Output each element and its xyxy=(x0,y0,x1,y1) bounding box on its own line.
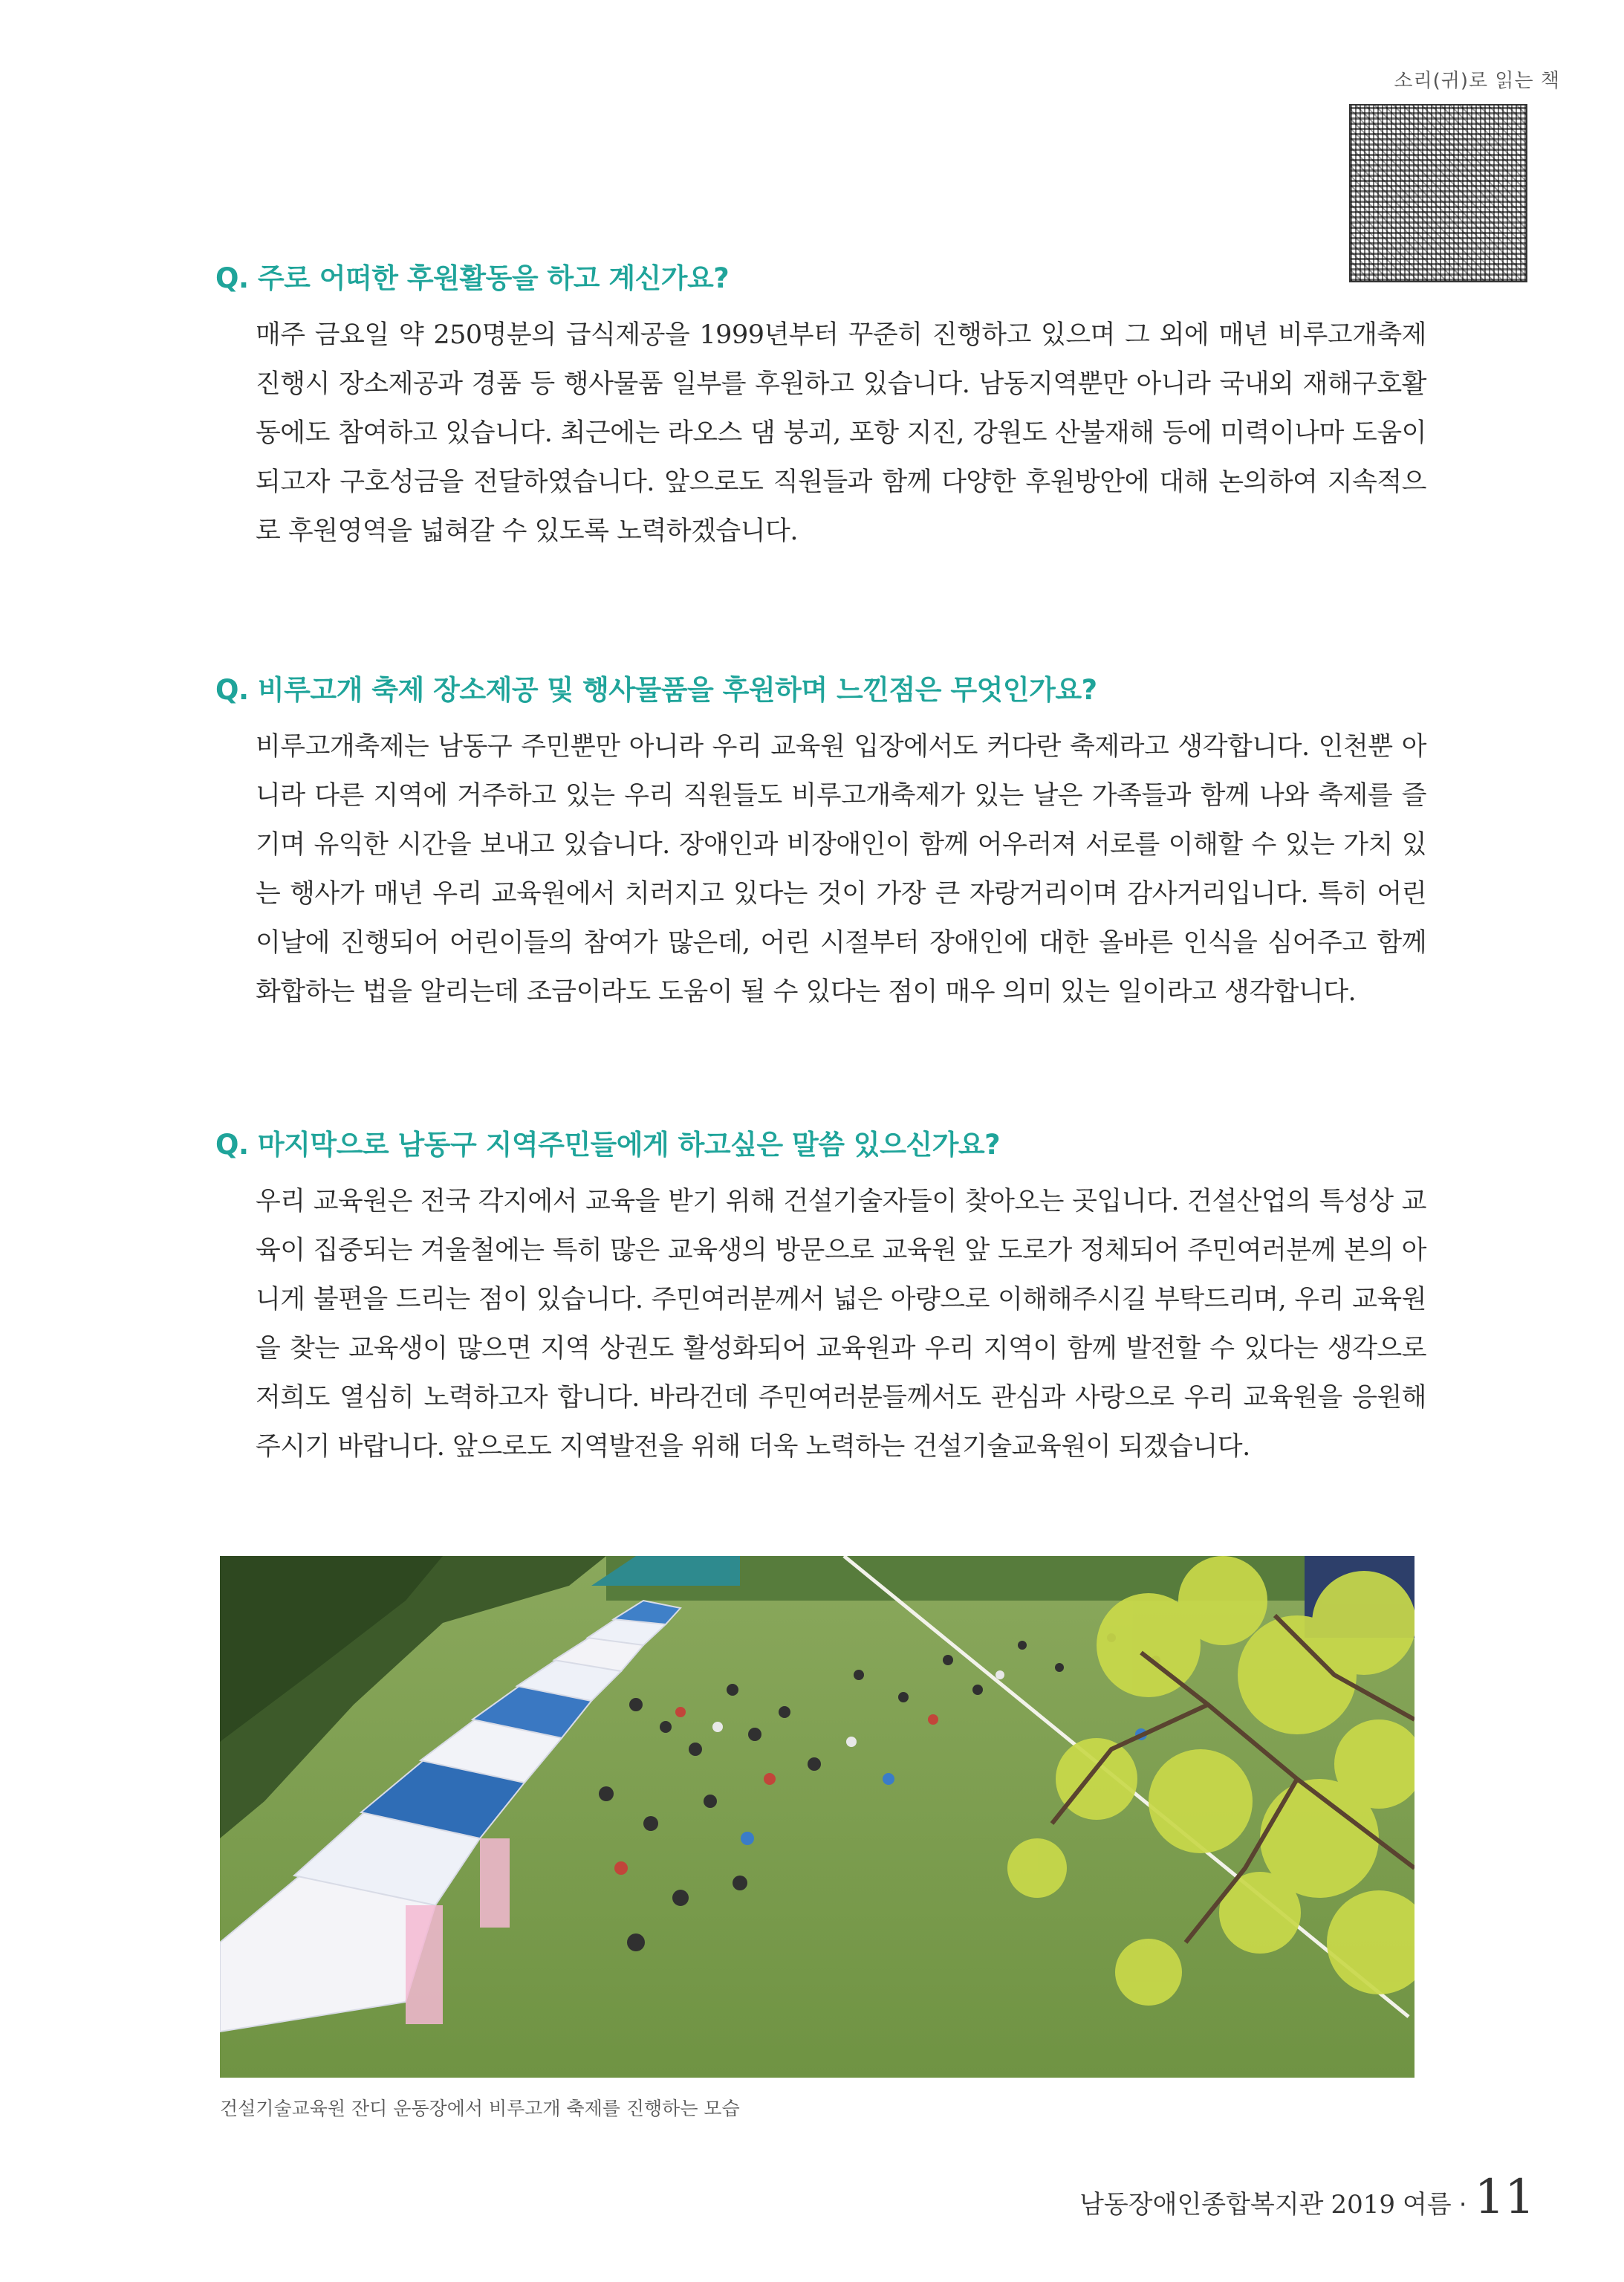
footer-season: 여름 xyxy=(1403,2190,1452,2220)
page-number: 11 xyxy=(1474,2170,1535,2225)
qa-section-closing-message xyxy=(215,1122,1426,1471)
qa-section-support-activities xyxy=(215,256,1426,556)
question-heading: Q. 마지막으로 남동구 지역주민들에게 하고싶은 말씀 있으신가요? xyxy=(215,1129,1001,1161)
question-heading: Q. 비루고개 축제 장소제공 및 행사물품을 후원하며 느낀점은 무엇인가요? xyxy=(215,674,1097,706)
photo-caption: 건설기술교육원 잔디 운동장에서 비루고개 축제를 진행하는 모습 xyxy=(220,2098,740,2119)
footer-organization: 남동장애인종합복지관 xyxy=(1079,2190,1324,2220)
footer-year: 2019 xyxy=(1331,2190,1396,2220)
answer-text: 매주 금요일 약 250명분의 급식제공을 1999년부터 꾸준히 진행하고 있으며 그 외에 매년 비루고개축제 진행시 장소제공과 경품 등 행사물품 일부를 후원하고 있습니다. 남동지역뿐만 아니라 국내외 재해구호활동에도 참여하고 있습니다. 최근에는 라오스 댐 붕괴, 포항 지진, 강원도 산불재해 등에 미력이나마 도움이 되고자 구호성금을 전달하였습니다. 앞으로도 직원들과 함께 다양한 후원방안에 대해 논의하여 지속적으로 후원영역을 넓혀갈 수 있도록 노력하겠습니다. xyxy=(256,320,1426,546)
answer-text: 우리 교육원은 전국 각지에서 교육을 받기 위해 건설기술자들이 찾아오는 곳입니다. 건설산업의 특성상 교육이 집중되는 겨울철에는 특히 많은 교육생의 방문으로 교육원 앞 도로가 정체되어 주민여러분께 본의 아니게 불편을 드리는 점이 있습니다. 주민여러분께서 넓은 아량으로 이해해주시길 부탁드리며, 우리 교육원을 찾는 교육생이 많으면 지역 상권도 활성화되어 교육원과 우리 지역이 함께 발전할 수 있다는 생각으로 저희도 열심히 노력하고자 합니다. 바라건데 주민여러분들께서도 관심과 사랑으로 우리 교육원을 응원해주시기 바랍니다. 앞으로도 지역발전을 위해 더욱 노력하는 건설기술교육원이 되겠습니다. xyxy=(256,1187,1426,1462)
answer-text: 비루고개축제는 남동구 주민뿐만 아니라 우리 교육원 입장에서도 커다란 축제라고 생각합니다. 인천뿐 아니라 다른 지역에 거주하고 있는 우리 직원들도 비루고개축제가 있는 날은 가족들과 함께 나와 축제를 즐기며 유익한 시간을 보내고 있습니다. 장애인과 비장애인이 함께 어우러져 서로를 이해할 수 있는 가치 있는 행사가 매년 우리 교육원에서 치러지고 있다는 것이 가장 큰 자랑거리이며 감사거리입니다. 특히 어린이날에 진행되어 어린이들의 참여가 많은데, 어린 시절부터 장애인에 대한 올바른 인식을 심어주고 함께 화합하는 법을 알리는데 조금이라도 도움이 될 수 있다는 점이 매우 의미 있는 일이라고 생각합니다. xyxy=(256,732,1426,1007)
page-footer xyxy=(1079,2170,1535,2225)
festival-photo xyxy=(220,1556,1414,2078)
qa-section-festival-impressions xyxy=(215,667,1426,1017)
qr-label: 소리(귀)로 읽는 책 xyxy=(1394,70,1560,92)
footer-separator: · xyxy=(1458,2190,1467,2220)
question-heading: Q. 주로 어떠한 후원활동을 하고 계신가요? xyxy=(215,262,730,294)
